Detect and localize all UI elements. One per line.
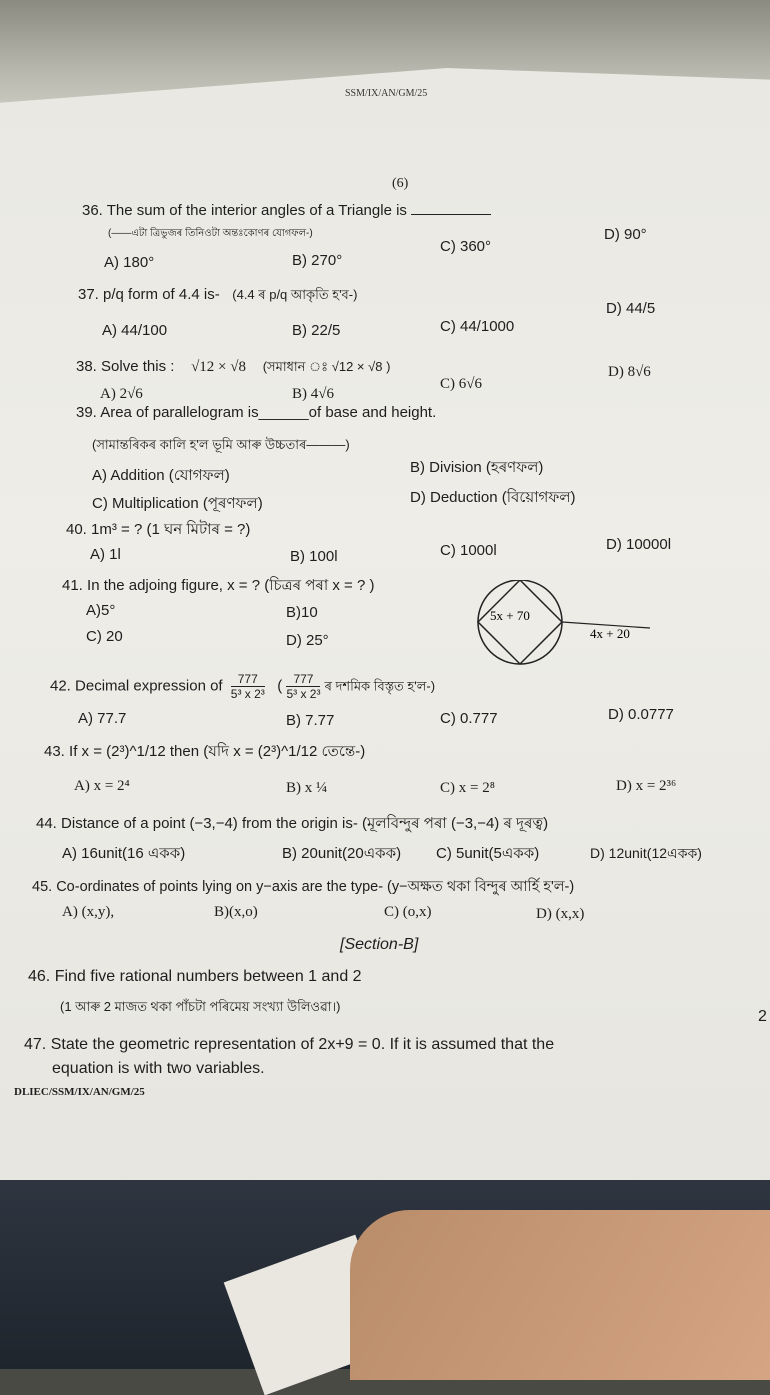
q39: 39. Area of parallelogram is______of base and height. [76,404,437,421]
q36-bn: (——এটা ত্ৰিভুজৰ তিনিওটা অন্তঃকোণৰ যোগফল-) [108,228,313,239]
q46: 46. Find five rational numbers between 1 and 2 [28,968,362,985]
q37-b: B) 22/5 [292,322,341,339]
side-mark: 2 [758,1008,767,1025]
q37-d: D) 44/5 [606,300,656,317]
q41-a: A)5° [86,602,116,619]
q36: 36. The sum of the interior angles of a Triangle is [82,202,491,219]
q44: 44. Distance of a point (−3,−4) from the origin is- (মূলবিন্দুৰ পৰা (−3,−4) ৰ দূৰত্ব) [36,815,549,832]
footer-code: DLIEC/SSM/IX/AN/GM/25 [14,1086,145,1098]
q37-a: A) 44/100 [102,322,168,339]
q40-c: C) 1000l [440,542,497,559]
q40-d: D) 10000l [606,536,672,553]
q43-c: C) x = 2⁸ [440,780,495,796]
q36-d: D) 90° [604,226,647,243]
q38-b: B) 4√6 [292,386,334,402]
q39-d: D) Deduction (বিয়োগফল) [410,489,576,506]
q45: 45. Co-ordinates of points lying on y−axis are the type- (y−অক্ষত থকা বিন্দুৰ আৰ্হি হ'ল-) [32,879,575,895]
q42-d: D) 0.0777 [608,706,674,723]
q38-d: D) 8√6 [608,364,651,380]
q45-c: C) (o,x) [384,904,432,920]
figure-label-2: 4x + 20 [590,626,630,641]
q40-b: B) 100l [290,548,338,565]
q46-bn: (1 আৰু 2 মাজত থকা পাঁচটা পৰিমেয় সংখ্যা উলিওৱা।) [60,999,341,1014]
q39-bn: (সামান্তৰিকৰ কালি হ'ল ভূমি আৰু উচ্চতাৰ———) [92,437,350,452]
q38-c: C) 6√6 [440,376,482,392]
q47: 47. State the geometric representation of 2x+9 = 0. If it is assumed that the [24,1036,555,1053]
section-b-heading: [Section-B] [340,936,419,953]
circle-square-figure [460,580,660,670]
q44-c: C) 5unit(5একক) [436,845,540,862]
q37: 37. p/q form of 4.4 is- (4.4 ৰ p/q আকৃতি হ'ব-) [78,286,358,303]
q42-b: B) 7.77 [286,712,335,729]
q47-line2: equation is with two variables. [52,1060,265,1077]
q43-d: D) x = 2³⁶ [616,778,677,794]
hand [350,1210,770,1380]
q43-a: A) x = 2⁴ [74,778,130,794]
q39-b: B) Division (হৰণফল) [410,459,544,476]
figure-label-1: 5x + 70 [490,608,530,623]
q40-a: A) 1l [90,546,121,563]
q41-d: D) 25° [286,632,329,649]
q42-a: A) 77.7 [78,710,127,727]
q43: 43. If x = (2³)^1/12 then (যদি x = (2³)^1/12 তেন্তে-) [44,743,366,760]
page-number: (6) [392,176,409,191]
q36-b: B) 270° [292,252,343,269]
q45-b: B)(x,o) [214,904,258,920]
q45-a: A) (x,y), [62,904,115,920]
q37-c: C) 44/1000 [440,318,515,335]
q42-c: C) 0.777 [440,710,498,727]
q41-c: C) 20 [86,628,123,645]
q44-d: D) 12unit(12একক) [590,845,702,861]
q39-a: A) Addition (যোগফল) [92,467,230,484]
header-code: SSM/IX/AN/GM/25 [345,88,428,99]
q40: 40. 1m³ = ? (1 ঘন মিটাৰ = ?) [66,521,251,538]
q44-a: A) 16unit(16 একক) [62,845,186,862]
q36-c: C) 360° [440,238,492,255]
q44-b: B) 20unit(20একক) [282,845,402,862]
q38: 38. Solve this : √12 × √8 (সমাধান ঃ √12 × √8 ) [76,358,391,375]
q42: 42. Decimal expression of $\frac{777}{\text{5³ x 2³}}$ ( $\frac{777}{\text{5³ x 2³}}$ ৰ দশমিক বিস্তৃত হ'ল-) [50,672,436,701]
q45-d: D) (x,x) [536,906,585,922]
q43-b: B) x ¼ [286,780,328,796]
q39-c: C) Multiplication (পূৰণফল) [92,495,263,512]
q38-a: A) 2√6 [100,386,143,402]
q41: 41. In the adjoing figure, x = ? (চিত্ৰৰ পৰা x = ? ) [62,577,375,594]
q41-b: B)10 [286,604,318,621]
q36-a: A) 180° [104,254,155,271]
